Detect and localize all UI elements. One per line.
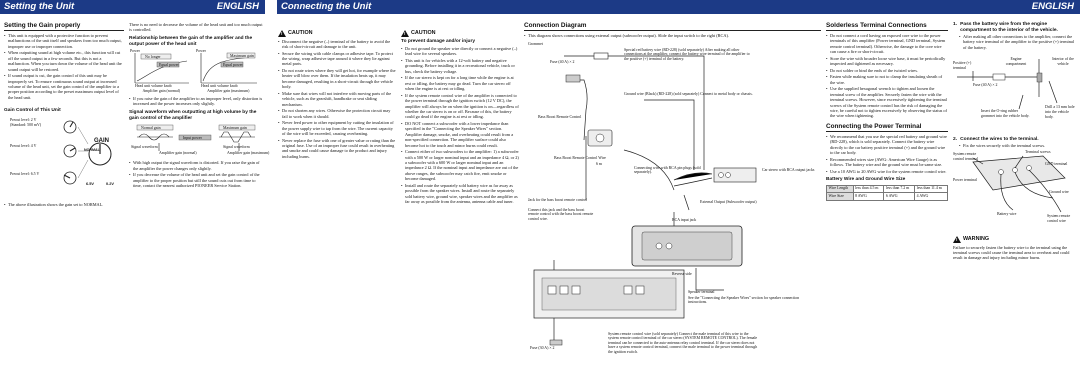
step-number: 2.	[953, 137, 958, 143]
grommet-label: Grommet	[528, 41, 543, 46]
table-cell: Wire Size	[827, 193, 854, 201]
table-cell: 4 AWG	[915, 193, 948, 201]
table-row	[827, 193, 948, 201]
graph-amp-max: Amplifier gain (maximum)	[207, 89, 250, 94]
rca-wire-label: Connecting wire with RCA pin plugs (sold separately).	[634, 165, 701, 175]
page-header-left	[0, 0, 265, 14]
power-bullet: • Recommended wires size (AWG: American Wire Gauge) is as follows. The battery wire and the ground wire must be same size.	[826, 157, 948, 168]
table-cell: less than 11.4 m	[915, 185, 948, 193]
battery-wire-label: Special red battery wire (RD-228) (sold separately) After making all other connections at the amplifier, connect the battery wire terminal of the amplifier to the positive (+) terminal of the battery.	[624, 47, 750, 61]
warning-title	[953, 236, 1078, 243]
terminal-screws-label: Terminal screws	[1025, 150, 1051, 154]
graph-equal: Equal power	[159, 62, 179, 67]
table-cell: less than 7.2 m	[884, 185, 915, 193]
graph-equal: Equal power	[223, 62, 243, 67]
wave-amp-normal: Amplifier gain (normal)	[159, 151, 197, 156]
waveform-heading: Signal waveform when outputting at high volume by the gain control of the amplifier	[129, 109, 257, 121]
gain-power-graph	[129, 49, 263, 89]
jack-label: Jack for the bass boost remote control	[528, 197, 587, 202]
step-title: Connect the wires to the terminal.	[960, 137, 1039, 143]
knob-max-label: 0.2V	[106, 180, 115, 186]
solderless-heading: Solderless Terminal Connections	[826, 22, 948, 31]
jack-desc: Connect this jack and the bass boost remote control with the bass boost remote control wire.	[528, 207, 594, 221]
relationship-heading: Relationship between the gain of the amplifier and the output power of the head unit	[129, 35, 253, 47]
preout-label: Preout level: 4 V	[10, 143, 37, 148]
caution-label: CAUTION	[288, 29, 313, 36]
table-cell: 8 AWG	[853, 193, 884, 201]
power-bullet: • Use a 10 AWG to 20 AWG wire for the system remote control wire.	[826, 169, 948, 174]
caution-column-1	[278, 30, 396, 160]
graph-power-label: Power	[130, 49, 140, 54]
bass-boost-label: Bass Boost Remote Control	[538, 114, 582, 119]
graph-hu-vol: Head unit volume knob	[135, 84, 172, 89]
terminal-figure	[953, 150, 1078, 226]
wire-table-title: Battery Wire and Ground Wire Size	[826, 177, 906, 183]
rca-in-label: RCA input jack	[672, 217, 697, 222]
gain-column-2	[129, 22, 270, 190]
warning-triangle-icon	[953, 236, 961, 243]
header-title: Setting the Unit	[4, 1, 75, 12]
caution-label: CAUTION	[411, 29, 436, 36]
knob-normal-label: NORMAL	[84, 147, 100, 152]
header-language: ENGLISH	[216, 1, 259, 12]
caution-bullet: • Do not ground the speaker wire directly or connect a negative (–) lead wire for several speakers.	[401, 46, 519, 57]
solderless-bullet: • Do not connect a cord having an exposed core wire to the power terminals of this amplifier (Power terminal, GND terminal, System remote control terminal). Otherwise, the damage to the core wire can cause a fire or short-circuit.	[826, 33, 948, 55]
fuse-label: Fuse (40 A) × 2	[973, 83, 998, 88]
solderless-bullet: • Fasten while making sure to not to clamp the insulating sheath of the wire.	[826, 74, 948, 85]
caution-bullet: • Do not route wires where they will get hot, for example where the heater will blow over them. If the insulation heats up, it may become damaged, resulting in a short-circuit through the vehicle body.	[278, 68, 396, 90]
step-1-title	[953, 22, 1078, 34]
gain-knob-figure	[4, 116, 124, 202]
caution-bullet: • Connect either of two subwoofers to the amplifier: 1) a subwoofer with a 500 W or larger nominal input and an impedance 4 Ω, or 2) a subwoofer with a 600 W or larger nominal input and an impedance 2 Ω. If the nominal input and impedance are out of the above ranges, the subwoofer may catch fire, emit smoke or become damaged.	[401, 149, 519, 181]
connection-diagram	[524, 40, 821, 360]
gain-bullet: • This unit is equipped with a protective function to prevent malfunctions of the unit itself and speakers from too much output, improper use or improper connection.	[4, 33, 124, 49]
caution-bullet: • DO NOT connect a subwoofer with a lower impedance than specified in the "Connecting the Speaker Wires" section. Amplifier damage, smoke, and overheating could result from a non-specified connection. The amplifier surface could also become hot to the touch and minor burns could result.	[401, 121, 519, 148]
reverse-label: Reverse side	[672, 271, 692, 276]
step-bullet: • After making all other connections to the amplifier, connect the battery wire terminal of the amplifier to the positive (+) terminal of the battery.	[959, 34, 1078, 50]
ground-wire-label: Ground wire	[1049, 190, 1069, 194]
wire-size-table	[826, 185, 948, 201]
connection-diagram-column	[524, 22, 821, 360]
gain-heading: Setting the Gain properly	[4, 22, 124, 31]
table-cell: less than 4.5 m	[853, 185, 884, 193]
caution-title	[401, 30, 519, 37]
table-row	[827, 185, 948, 193]
caution-bullet: • Make sure that wires will not interfere with moving parts of the vehicle, such as the gearshift, handbrake or seat sliding mechanism.	[278, 91, 396, 107]
knob-title: GAIN	[94, 137, 109, 144]
power-terminal-heading: Connecting the Power Terminal	[826, 123, 948, 132]
page-right	[277, 0, 1080, 382]
sys-wire-label: System remote control wire	[1047, 214, 1071, 223]
wave-amp-max: Amplifier gain (maximum)	[227, 151, 270, 156]
graph-max-gain: Maximum gain	[230, 53, 254, 58]
diagram-bullet: • This diagram shows connections using external output (subwoofer output). Slide the input switch to the right (RCA).	[524, 33, 821, 38]
preout-label: Preout level: 2 V	[10, 117, 37, 122]
oring-label: Insert the O-ring rubber grommet into the vehicle body.	[981, 109, 1030, 118]
six-m-label: 6 m	[596, 161, 602, 166]
fuse40-label: Fuse (40 A) × 2	[550, 59, 575, 64]
wave-max: Maximum gain	[223, 125, 247, 130]
gnd-terminal-label: GND terminal	[1045, 162, 1068, 166]
caution-bullet: • Secure the wiring with cable clamps or adhesive tape. To protect the wiring, wrap adhesive tape around it where they lie against metal parts.	[278, 51, 396, 67]
caution-bullet: • This unit is for vehicles with a 12-volt battery and negative grounding. Before installing it in a recreational vehicle, truck or bus, check the battery voltage.	[401, 58, 519, 74]
graph-no-longer: No longer	[145, 54, 161, 59]
caution-title	[278, 30, 396, 37]
step-bullet: • Fix the wires securely with the terminal screws.	[959, 143, 1078, 148]
gain-note: • The above illustration shows the gain set to NORMAL.	[4, 202, 124, 207]
solderless-column	[826, 22, 948, 201]
interior-label: Interior of the vehicle	[1052, 57, 1074, 66]
speaker-terminal-label: Speaker terminal	[688, 289, 715, 294]
car-stereo-label: Car stereo with RCA output jacks	[762, 167, 815, 172]
caution-bullet: • Disconnect the negative (–) terminal of the battery to avoid the risk of short-circuit and damage to the unit.	[278, 39, 396, 50]
caution-bullet: • Install and route the separately sold battery wire as far away as possible from the speaker wires. Install and route the separately sold battery wire, ground wire, speaker wires and the amplifier as far away as possible from the antenna, antenna cable and tuner.	[401, 183, 519, 205]
table-cell: 6 AWG	[884, 193, 915, 201]
caution-subheading: To prevent damage and/or injury	[401, 38, 476, 44]
diagram-heading: Connection Diagram	[524, 22, 821, 31]
ext-out-label: External Output (Subwoofer output)	[700, 199, 757, 204]
solderless-bullet: • Use the supplied hexagonal wrench to tighten and loosen the terminal screw of the amplifier. Securely fasten the wire with the terminal screws. However, since excessively tightening the terminal screws of the System remote control has the risk of damaging the wire, be careful not to tighten excessively by observing the status of the wire when tightening.	[826, 86, 948, 118]
warning-triangle-icon	[278, 30, 286, 37]
ground-wire-label: Ground wire (Black) (RD-228) (sold separately) Connect to metal body or chassis.	[624, 91, 753, 96]
preout-label: (Standard: 500 mV)	[10, 122, 42, 127]
see-section-label: See the "Connecting the Speaker Wires" section for speaker connection instructions.	[688, 295, 800, 305]
solderless-bullet: • Do not solder or bind the ends of the twisted wires.	[826, 68, 948, 73]
gain-bullet: • If you raise the gain of the amplifier to an improper level, only distortion is increased and the power increases only slightly.	[129, 96, 263, 107]
gain-bullet: • If sound output is cut, the gain control of this unit may be improperly set. To ensure continuous sound output at increased volume of the head unit, set the gain control of the amplifier to a proper position according to the preset maximum output level of the head unit.	[4, 73, 124, 100]
battery-wire-label: Battery wire	[997, 212, 1017, 216]
solderless-bullet: • Store the wire with broader loose wire base, it must be periodically inspected and tightened as necessary.	[826, 56, 948, 67]
gain-intro: There is no need to decrease the volume of the head unit and too much output is controlled.	[129, 22, 263, 33]
waveform-figure	[129, 123, 270, 157]
warning-text: Failure to securely fasten the battery wire to the terminal using the terminal screws could cause the terminal area to overheat and could result in damage and injury including minor burns.	[953, 244, 1070, 261]
caution-bullet: • Do not shorten any wires. Otherwise the protection circuit may fail to work when it should.	[278, 108, 396, 119]
table-cell: Wire Length	[827, 185, 854, 193]
graph-power-label: Power	[196, 49, 206, 54]
header-title: Connecting the Unit	[281, 1, 372, 12]
positive-terminal-label: Positive (+) terminal	[953, 61, 972, 70]
step-title: Pass the battery wire from the engine compartment to the interior of the vehicle.	[960, 22, 1058, 33]
graph-captions	[129, 89, 263, 94]
preout-label: Preout level: 6.5 V	[10, 171, 40, 176]
wave-signal: Signal waveform	[131, 145, 158, 150]
wave-input: Input power	[183, 135, 202, 140]
knob-min-label: 6.5V	[86, 180, 95, 186]
fuse30-label: Fuse (30 A) × 2	[530, 345, 555, 350]
wave-normal: Normal gain	[141, 125, 161, 130]
gain-control-heading: Gain Control of This Unit	[4, 108, 61, 114]
caution-bullet: • If the system remote control wire of the amplifier is connected to the power terminal through the ignition switch (12 V DC), the amplifier will always be on when the ignition is on—regardless of whether the car stereo is on or off. Because of this, the battery could go dead if the engine is at rest or idling.	[401, 93, 519, 120]
page-header-right	[277, 0, 1080, 14]
step-number: 1.	[953, 22, 958, 27]
gain-bullet: • When outputting sound at high volume etc., this function will cut off the sound output in a few seconds. But this is not a malfunction. When you turn down the volume of the head unit the sound output will be restored.	[4, 50, 124, 72]
drill-label: Drill a 13 mm hole into the vehicle body.	[1045, 105, 1075, 119]
power-bullet: • We recommend that you use the special red battery and ground wire (RD-228), which is sold separately. Connect the battery wire directly to the car battery positive terminal (+) and the ground wire to the car body.	[826, 134, 948, 156]
caution-bullet: • If the car stereo is kept on for a long time while the engine is at rest or idling, the battery may go dead. Turn the car stereo off when the engine is at rest or idling.	[401, 75, 519, 91]
gain-column	[4, 22, 124, 208]
wave-signal: Signal waveform	[223, 145, 250, 150]
warning-label: WARNING	[963, 235, 990, 242]
caution-column-2	[401, 30, 519, 206]
bass-boost-wire-label: Bass Boost Remote Control Wire	[554, 155, 606, 160]
header-language: ENGLISH	[1031, 1, 1074, 12]
engine-label: Engine compartment	[1005, 57, 1027, 66]
graph-amp-normal: Amplifier gain (normal)	[142, 89, 181, 94]
battery-route-figure	[953, 51, 1078, 125]
system-remote-label: System remote control wire (sold separately) Connect the male terminal of this wire to the system remote control terminal of the car stereo (SYSTEM REMOTE CONTROL). The female terminal can be connected to the auto-antenna relay control terminal. If the car stereo does not have a system remote control terminal, connect the male terminal to the power terminal through the ignition switch.	[608, 331, 758, 354]
warning-triangle-icon	[401, 30, 409, 37]
graph-hu-vol: Head unit volume knob	[201, 84, 238, 89]
page-left	[0, 0, 270, 382]
sys-terminal-label: System remote control terminal	[953, 152, 978, 161]
caution-bullet: • Never feed power to other equipment by cutting the insulation of the power supply wire to tap from the wire. The current capacity of the wire will be exceeded, causing overheating.	[278, 120, 396, 136]
gain-bullet: • With high output the signal waveform is distorted. If you raise the gain of the amplifier the power changes only slightly.	[129, 160, 263, 171]
steps-column	[953, 22, 1078, 261]
power-terminal-label: Power terminal	[953, 178, 977, 182]
gain-bullet: • If you decrease the volume of the head unit and set the gain control of the amplifier to the proper position but still the sound cuts out from time to time, contact the nearest authorized PIONEER Service Station.	[129, 172, 263, 188]
caution-bullet: • Never replace the fuse with one of greater value or rating than the original fuse. Use of an improper fuse could result in overheating and smoke and could cause damage to the product and injury including burns.	[278, 138, 396, 160]
